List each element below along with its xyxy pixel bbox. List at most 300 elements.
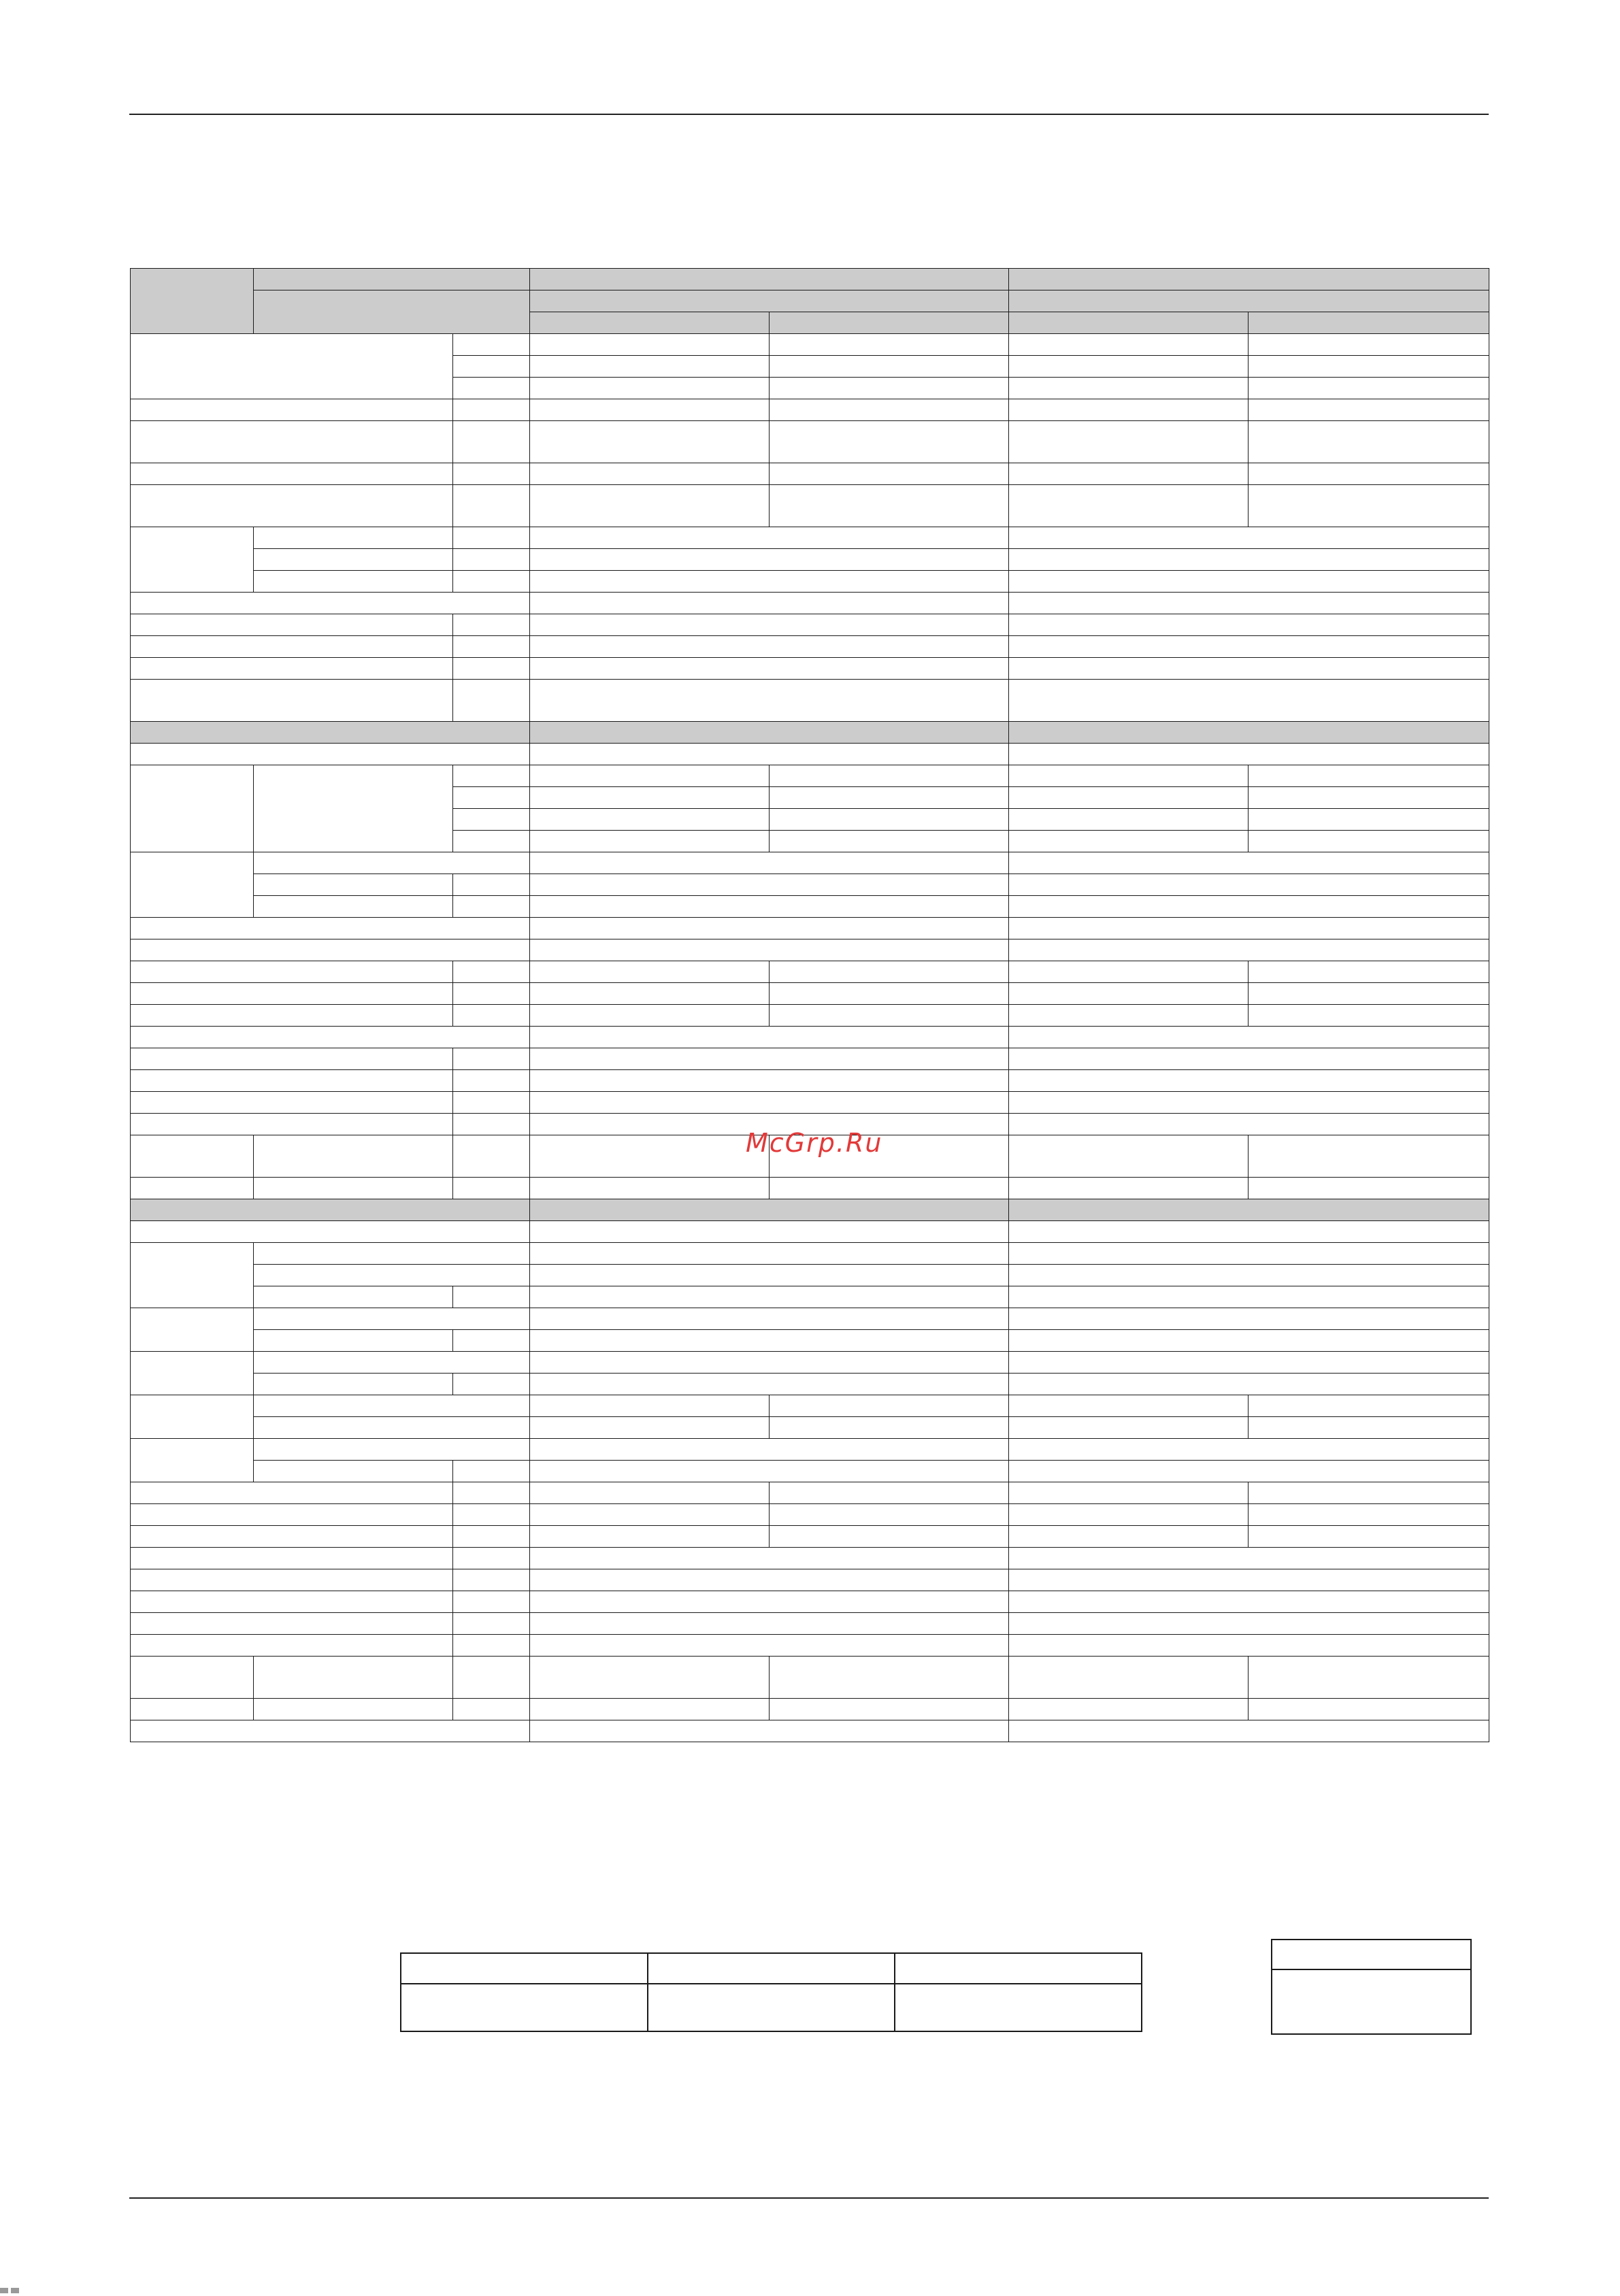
table-cell xyxy=(530,1135,770,1178)
table-cell xyxy=(1009,1461,1489,1482)
table-cell xyxy=(131,1569,453,1591)
table-cell xyxy=(131,614,453,636)
table-cell xyxy=(1009,1482,1249,1504)
table-cell xyxy=(131,421,453,463)
table-cell xyxy=(1249,1005,1489,1027)
table-cell xyxy=(530,1374,1009,1395)
table-cell xyxy=(1009,1092,1489,1114)
table-row xyxy=(131,614,1489,636)
table-cell xyxy=(1249,1178,1489,1199)
table-cell xyxy=(254,1286,453,1308)
table-cell xyxy=(1249,399,1489,421)
table-row xyxy=(131,1439,1489,1461)
table-cell xyxy=(254,1699,453,1720)
table-cell xyxy=(1009,1265,1489,1286)
table-cell xyxy=(770,983,1009,1005)
table-cell xyxy=(530,399,770,421)
table-cell xyxy=(131,1135,254,1178)
header-cell xyxy=(1009,312,1249,334)
table-cell xyxy=(530,1178,770,1199)
table-row xyxy=(131,1635,1489,1657)
table-row xyxy=(131,1374,1489,1395)
table-cell xyxy=(770,809,1009,831)
table-cell xyxy=(254,1308,530,1330)
table-cell xyxy=(530,636,1009,658)
table-cell xyxy=(453,809,530,831)
table-cell xyxy=(1249,809,1489,831)
table-cell xyxy=(530,1395,770,1417)
header-row xyxy=(131,269,1489,290)
table-cell xyxy=(453,1048,530,1070)
table-cell xyxy=(131,1439,254,1482)
table-row xyxy=(131,1027,1489,1048)
table-row xyxy=(131,1657,1489,1699)
table-cell xyxy=(1249,831,1489,852)
table-cell xyxy=(1249,421,1489,463)
table-cell xyxy=(453,334,530,356)
table-cell xyxy=(254,1178,453,1199)
table-row xyxy=(131,1613,1489,1635)
table-cell xyxy=(530,961,770,983)
table-cell xyxy=(1009,1048,1489,1070)
signature-value-row xyxy=(401,1984,1142,2031)
table-cell xyxy=(1009,549,1489,571)
table-row xyxy=(131,1417,1489,1439)
table-cell xyxy=(131,1548,453,1569)
signature-header-row xyxy=(401,1953,1142,1984)
table-cell xyxy=(453,765,530,787)
table-row xyxy=(131,852,1489,874)
table-cell xyxy=(1009,765,1249,787)
table-cell xyxy=(453,787,530,809)
table-cell xyxy=(1009,722,1489,744)
table-cell xyxy=(770,378,1009,399)
table-cell xyxy=(530,1027,1009,1048)
table-cell xyxy=(530,680,1009,722)
table-cell xyxy=(1009,1243,1489,1265)
table-cell xyxy=(530,896,1009,918)
table-cell xyxy=(1249,765,1489,787)
stamp-box xyxy=(1271,1939,1472,2035)
table-cell xyxy=(453,1330,530,1352)
table-cell xyxy=(770,1178,1009,1199)
table-cell xyxy=(1009,378,1249,399)
table-cell xyxy=(530,614,1009,636)
table-cell xyxy=(254,1417,530,1439)
table-cell xyxy=(131,1504,453,1526)
table-cell xyxy=(453,1286,530,1308)
table-row xyxy=(131,571,1489,593)
table-cell xyxy=(1009,1005,1249,1027)
table-cell xyxy=(1009,485,1249,527)
table-cell xyxy=(770,1699,1009,1720)
table-cell xyxy=(1249,1657,1489,1699)
table-cell xyxy=(453,485,530,527)
table-row xyxy=(131,1243,1489,1265)
table-cell xyxy=(530,1265,1009,1286)
table-cell xyxy=(1249,378,1489,399)
table-cell xyxy=(1249,1417,1489,1439)
table-cell xyxy=(1009,527,1489,549)
table-cell xyxy=(770,1395,1009,1417)
table-cell xyxy=(648,1953,895,1984)
table-row xyxy=(131,939,1489,961)
table-cell xyxy=(1249,1699,1489,1720)
table-cell xyxy=(770,1005,1009,1027)
table-cell xyxy=(254,896,453,918)
table-cell xyxy=(453,874,530,896)
table-row xyxy=(131,1070,1489,1092)
table-cell xyxy=(453,636,530,658)
table-row xyxy=(131,918,1489,939)
table-cell xyxy=(1009,1308,1489,1330)
table-row xyxy=(131,1526,1489,1548)
table-cell xyxy=(254,1265,530,1286)
table-cell xyxy=(131,1243,254,1308)
table-cell xyxy=(131,1070,453,1092)
table-cell xyxy=(453,1548,530,1569)
table-cell xyxy=(895,1953,1142,1984)
table-cell xyxy=(1009,1504,1249,1526)
header-rule xyxy=(129,114,1489,115)
table-row xyxy=(131,1048,1489,1070)
table-cell xyxy=(1009,1330,1489,1352)
table-cell xyxy=(131,1526,453,1548)
table-cell xyxy=(895,1984,1142,2031)
table-row xyxy=(131,961,1489,983)
table-row xyxy=(131,896,1489,918)
table-cell xyxy=(131,1395,254,1439)
table-cell xyxy=(131,1720,530,1742)
table-row xyxy=(131,1330,1489,1352)
table-cell xyxy=(530,1417,770,1439)
table-cell xyxy=(254,1461,453,1482)
table-cell xyxy=(530,1720,1009,1742)
table-cell xyxy=(1009,1635,1489,1657)
table-cell xyxy=(1009,1070,1489,1092)
table-cell xyxy=(1009,356,1249,378)
table-row xyxy=(131,1221,1489,1243)
table-cell xyxy=(1249,1135,1489,1178)
table-cell xyxy=(1009,421,1249,463)
table-cell xyxy=(131,744,530,765)
table-cell xyxy=(1009,614,1489,636)
table-cell xyxy=(530,722,1009,744)
table-cell xyxy=(453,421,530,463)
table-cell xyxy=(131,463,453,485)
table-cell xyxy=(530,983,770,1005)
table-cell xyxy=(1009,593,1489,614)
table-cell xyxy=(453,399,530,421)
table-cell xyxy=(530,1092,1009,1114)
table-cell xyxy=(131,1114,453,1135)
table-cell xyxy=(254,852,530,874)
table-cell xyxy=(530,1352,1009,1374)
table-cell xyxy=(131,1199,530,1221)
table-row xyxy=(131,983,1489,1005)
table-row xyxy=(131,765,1489,787)
table-cell xyxy=(453,1461,530,1482)
table-cell xyxy=(530,1221,1009,1243)
table-row xyxy=(131,1286,1489,1308)
table-cell xyxy=(530,1613,1009,1635)
table-cell xyxy=(1249,463,1489,485)
table-cell xyxy=(770,961,1009,983)
table-cell xyxy=(131,636,453,658)
table-cell xyxy=(1249,1482,1489,1504)
table-cell xyxy=(770,1657,1009,1699)
table-cell xyxy=(530,1548,1009,1569)
table-row xyxy=(131,1265,1489,1286)
table-cell xyxy=(1009,1286,1489,1308)
table-cell xyxy=(530,1005,770,1027)
table-cell xyxy=(530,787,770,809)
table-cell xyxy=(453,1178,530,1199)
table-cell xyxy=(254,1395,530,1417)
table-cell xyxy=(530,527,1009,549)
table-cell xyxy=(131,1308,254,1352)
table-cell xyxy=(770,1526,1009,1548)
table-cell xyxy=(770,356,1009,378)
table-cell xyxy=(131,765,254,852)
table-cell xyxy=(131,1482,453,1504)
table-cell xyxy=(770,1482,1009,1504)
table-cell xyxy=(131,983,453,1005)
table-cell xyxy=(254,1657,453,1699)
table-cell xyxy=(1009,399,1249,421)
table-cell xyxy=(530,1635,1009,1657)
header-cell xyxy=(530,269,1009,290)
table-row xyxy=(131,421,1489,463)
table-cell xyxy=(453,378,530,399)
table-cell xyxy=(453,1374,530,1395)
table-cell xyxy=(1009,1526,1249,1548)
table-cell xyxy=(530,463,770,485)
table-cell xyxy=(530,1591,1009,1613)
table-cell xyxy=(1249,334,1489,356)
table-cell xyxy=(453,1482,530,1504)
table-cell xyxy=(1009,809,1249,831)
table-cell xyxy=(770,1504,1009,1526)
header-row xyxy=(131,290,1489,312)
table-row xyxy=(131,1005,1489,1027)
table-cell xyxy=(1009,1548,1489,1569)
table-cell xyxy=(453,571,530,593)
table-row xyxy=(131,1699,1489,1720)
table-cell xyxy=(401,1984,648,2031)
table-cell xyxy=(530,874,1009,896)
table-cell xyxy=(530,1070,1009,1092)
table-cell xyxy=(131,593,530,614)
table-cell xyxy=(131,852,254,918)
table-cell xyxy=(401,1953,648,1984)
table-cell xyxy=(131,1048,453,1070)
table-cell xyxy=(1009,787,1249,809)
table-row xyxy=(131,399,1489,421)
spec-table xyxy=(130,268,1489,1742)
header-cell xyxy=(254,290,530,334)
table-cell xyxy=(770,463,1009,485)
table-cell xyxy=(453,1699,530,1720)
table-cell xyxy=(453,896,530,918)
table-cell xyxy=(453,680,530,722)
table-cell xyxy=(131,680,453,722)
table-cell xyxy=(770,334,1009,356)
table-cell xyxy=(530,334,770,356)
table-cell xyxy=(453,1657,530,1699)
table-row xyxy=(131,1352,1489,1374)
table-cell xyxy=(453,658,530,680)
table-cell xyxy=(131,1635,453,1657)
table-cell xyxy=(254,765,453,852)
table-cell xyxy=(131,1027,530,1048)
table-cell xyxy=(1009,1439,1489,1461)
table-cell xyxy=(530,421,770,463)
table-cell xyxy=(453,961,530,983)
table-cell xyxy=(254,1243,530,1265)
table-cell xyxy=(254,874,453,896)
table-cell xyxy=(131,527,254,593)
table-row xyxy=(131,1461,1489,1482)
table-cell xyxy=(530,918,1009,939)
table-cell xyxy=(530,549,1009,571)
table-cell xyxy=(131,1613,453,1635)
table-cell xyxy=(1009,918,1489,939)
table-cell xyxy=(1009,1395,1249,1417)
table-cell xyxy=(131,658,453,680)
table-cell xyxy=(1249,1526,1489,1548)
table-cell xyxy=(1272,1940,1471,1969)
table-row xyxy=(131,485,1489,527)
table-cell xyxy=(1009,1352,1489,1374)
table-cell xyxy=(1009,961,1249,983)
table-cell xyxy=(131,939,530,961)
table-cell xyxy=(530,1308,1009,1330)
table-row xyxy=(131,527,1489,549)
table-cell xyxy=(1009,852,1489,874)
table-cell xyxy=(1009,463,1249,485)
table-row xyxy=(131,334,1489,356)
table-cell xyxy=(254,1330,453,1352)
table-cell xyxy=(530,744,1009,765)
table-cell xyxy=(1009,1720,1489,1742)
table-cell xyxy=(1009,744,1489,765)
header-cell xyxy=(1249,312,1489,334)
table-cell xyxy=(1272,1969,1471,2034)
table-cell xyxy=(1009,874,1489,896)
table-cell xyxy=(453,527,530,549)
table-cell xyxy=(1249,961,1489,983)
table-cell xyxy=(131,399,453,421)
table-cell xyxy=(530,356,770,378)
watermark: McGrp.Ru xyxy=(746,1128,883,1158)
signature-table xyxy=(400,1952,1142,2032)
stamp-box-header xyxy=(1272,1940,1471,1969)
header-cell xyxy=(131,269,254,334)
table-cell xyxy=(530,831,770,852)
table-row xyxy=(131,680,1489,722)
table-row xyxy=(131,1504,1489,1526)
table-cell xyxy=(530,1699,770,1720)
table-row xyxy=(131,636,1489,658)
table-row xyxy=(131,1720,1489,1742)
table-cell xyxy=(131,1092,453,1114)
header-cell xyxy=(254,269,530,290)
table-cell xyxy=(1009,1569,1489,1591)
table-cell xyxy=(530,1461,1009,1482)
table-cell xyxy=(530,1439,1009,1461)
header-cell xyxy=(770,312,1009,334)
table-cell xyxy=(770,399,1009,421)
table-cell xyxy=(770,831,1009,852)
table-cell xyxy=(1009,831,1249,852)
table-cell xyxy=(453,356,530,378)
table-cell xyxy=(453,1504,530,1526)
table-cell xyxy=(1009,1221,1489,1243)
table-row xyxy=(131,1548,1489,1569)
table-cell xyxy=(131,1591,453,1613)
table-row xyxy=(131,658,1489,680)
table-cell xyxy=(1249,485,1489,527)
table-cell xyxy=(1009,571,1489,593)
table-cell xyxy=(254,549,453,571)
table-cell xyxy=(453,1526,530,1548)
table-cell xyxy=(254,1439,530,1461)
table-cell xyxy=(1009,939,1489,961)
table-cell xyxy=(254,1352,530,1374)
header-cell xyxy=(530,312,770,334)
page-corner-mark xyxy=(0,2283,27,2292)
table-cell xyxy=(131,1178,254,1199)
table-cell xyxy=(1009,1114,1489,1135)
table-cell xyxy=(131,722,530,744)
table-cell xyxy=(530,939,1009,961)
table-row xyxy=(131,1092,1489,1114)
table-cell xyxy=(530,378,770,399)
header-cell xyxy=(1009,290,1489,312)
table-cell xyxy=(1009,896,1489,918)
table-cell xyxy=(530,1243,1009,1265)
table-cell xyxy=(453,1591,530,1613)
table-row xyxy=(131,549,1489,571)
table-cell xyxy=(1009,1135,1249,1178)
table-cell xyxy=(254,571,453,593)
table-cell xyxy=(131,1352,254,1395)
table-cell xyxy=(254,527,453,549)
table-cell xyxy=(131,334,453,399)
table-row xyxy=(131,874,1489,896)
table-cell xyxy=(1009,1199,1489,1221)
table-cell xyxy=(770,765,1009,787)
table-cell xyxy=(648,1984,895,2031)
table-row xyxy=(131,1569,1489,1591)
header-cell xyxy=(1009,269,1489,290)
header-cell xyxy=(530,290,1009,312)
table-cell xyxy=(131,1657,254,1699)
table-cell xyxy=(530,571,1009,593)
table-cell xyxy=(530,1199,1009,1221)
table-cell xyxy=(530,485,770,527)
table-cell xyxy=(530,852,1009,874)
table-cell xyxy=(254,1135,453,1178)
table-cell xyxy=(453,1070,530,1092)
table-cell xyxy=(453,831,530,852)
table-cell xyxy=(453,1005,530,1027)
table-cell xyxy=(131,918,530,939)
table-row xyxy=(131,1308,1489,1330)
table-cell xyxy=(530,1330,1009,1352)
table-cell xyxy=(1009,1613,1489,1635)
